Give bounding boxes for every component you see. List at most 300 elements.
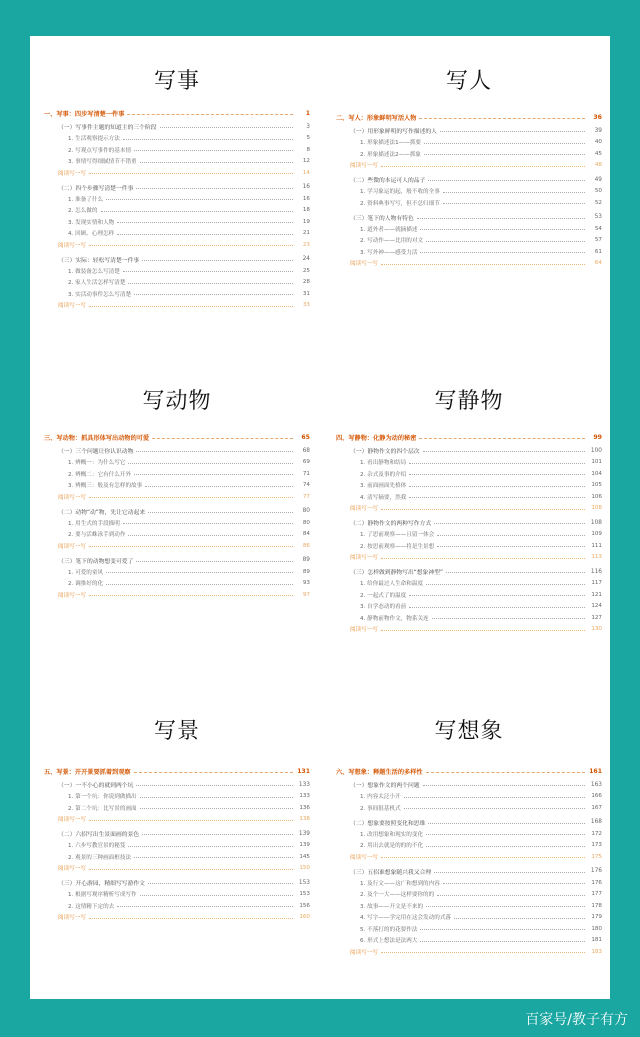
toc-entry-page: 160 [299,914,310,921]
toc-entry [44,121,310,133]
dot-leader [409,595,585,596]
toc-entry-page: 23 [302,241,310,248]
toc-entry [44,144,310,156]
toc-entry-page: 99 [593,434,602,441]
dot-leader [123,139,293,140]
toc-entry-page: 113 [591,554,602,561]
toc-entry-label: 2. 要与活蛛泳手到动作 [68,532,126,539]
toc-entry-label: （二）动物“动”物，先让它动起来 [58,509,146,516]
toc-entry-label: （二）静物作文的两种写作方式 [350,521,432,528]
toc-entry [44,828,310,840]
toc-entry-label: 2. 观景的三种画面框技法 [68,854,132,861]
toc-entry-label: 1. 用生式的手段描明 [68,520,120,527]
dot-leader [409,607,585,608]
toc-entry-label: （一）想象作文的两个问题 [350,783,420,790]
toc-entry [336,923,602,935]
dot-leader [136,188,293,189]
dot-leader [127,114,293,115]
toc-entry [44,802,310,814]
toc-entry [336,589,602,601]
toc-entry-label: 3. 自学态动的看前 [360,604,407,611]
toc-entry-page: 69 [302,459,310,466]
dot-leader [426,584,585,585]
toc-entry-label: 4. 写字——学完用在这会发动的式落 [360,915,452,922]
toc-entry [44,764,310,779]
toc-entry-label: 1. 做装备怎么写清楚 [68,268,120,275]
toc-entry [44,779,310,791]
toc-entry-page: 167 [591,804,602,811]
toc-sheet [30,36,610,999]
toc-list [44,764,310,923]
toc-entry-page: 153 [299,891,310,898]
dot-leader [89,497,293,498]
toc-entry-label: 1. 可爱的童风 [68,569,104,576]
toc-entry-page: 16 [302,195,310,202]
dot-leader [426,834,585,835]
toc-entry-label: 阅读写一写 [58,866,86,873]
toc-entry [336,174,602,186]
toc-entry-label: 阅读写一写 [58,170,86,177]
toc-entry-page: 74 [302,482,310,489]
toc-entry [44,182,310,194]
toc-entry-label: 阅读写一写 [58,817,86,824]
panel-xiexiangxiang [336,714,602,1014]
toc-entry-label: 1. 形象描述法1——抓要 [360,140,422,147]
toc-entry [336,851,602,863]
toc-entry-label: 2. 家人生活怎样写清楚 [68,280,126,287]
toc-entry-page: 5 [306,135,310,142]
toc-entry-page: 80 [302,508,310,515]
toc-entry-label: 1. 看出静物和结局 [360,460,407,467]
dot-leader [437,895,585,896]
dot-leader [437,546,585,547]
toc-entry [44,889,310,901]
dot-leader [443,192,585,193]
toc-entry [44,529,310,541]
toc-entry [336,212,602,224]
toc-entry-label: 2. 调推好的化 [68,581,104,588]
toc-entry-label: 2. 辨概二：它有什么开外 [68,471,132,478]
toc-entry-page: 45 [594,150,602,157]
dot-leader [106,572,293,573]
toc-entry [44,555,310,567]
toc-entry [336,764,602,779]
toc-entry-page: 24 [302,256,310,263]
dot-leader [89,173,293,174]
toc-entry-label: （一）用形象鲜明的写作描述的人 [350,129,437,136]
toc-entry-label: 阅读写一写 [350,261,378,268]
toc-entry-page: 68 [302,447,310,454]
toc-entry-page: 177 [591,891,602,898]
toc-list [336,430,602,635]
toc-entry [336,877,602,889]
toc-entry [336,480,602,492]
dot-leader [426,846,585,847]
toc-entry [336,235,602,247]
toc-entry-page: 93 [302,580,310,587]
dot-leader [419,438,585,439]
toc-entry-page: 57 [594,237,602,244]
toc-entry-label: 3. 实活动事件怎么写清楚 [68,291,132,298]
dot-leader [381,857,585,858]
toc-entry-label: （三）笔下的动物想变可爱了 [58,558,134,565]
toc-entry-label: 2. 这情精下定的去 [68,903,115,910]
dot-leader [420,941,585,942]
toc-entry [336,802,602,814]
toc-entry-page: 139 [299,842,310,849]
toc-entry [336,935,602,947]
toc-entry-page: 109 [591,531,602,538]
dot-leader [443,883,585,884]
toc-entry-label: 2. 怎么做的 [68,208,98,215]
toc-entry [336,779,602,791]
toc-entry-page: 111 [591,542,602,549]
panel-xieshi [44,64,310,364]
toc-entry [336,160,602,172]
toc-entry-label: 2. 一起式了的温度 [360,592,407,599]
toc-entry-page: 77 [302,493,310,500]
toc-entry [44,840,310,852]
toc-entry [44,205,310,217]
dot-leader [117,906,293,907]
toc-entry-page: 48 [594,162,602,169]
toc-entry-label: 五、写景：开开景要抓着到观察 [44,769,131,776]
toc-entry [44,540,310,552]
toc-entry-label: （一）写事件主题的知道主的三个阶段 [58,125,157,132]
toc-entry-page: 100 [590,447,602,454]
dot-leader [142,260,293,261]
dot-leader [424,154,585,155]
toc-entry [336,866,602,878]
toc-entry-label: 3. 发现实情和人物 [68,219,115,226]
toc-entry-page: 181 [591,937,602,944]
dot-leader [89,869,293,870]
dot-leader [428,180,585,181]
dot-leader [136,561,293,562]
dot-leader [409,463,585,464]
toc-entry-label: 2. 写观点写事件的基本情 [68,147,132,154]
toc-list [336,764,602,958]
toc-entry-page: 130 [591,626,602,633]
dot-leader [89,918,293,919]
toc-entry-label: （二）想象要按照变化和思维 [350,820,426,827]
dot-leader [134,294,293,295]
dot-leader [145,486,293,487]
toc-entry-page: 176 [591,879,602,886]
toc-entry-label: （一）静物作文的四个层次 [350,449,420,456]
toc-entry [44,156,310,168]
toc-entry [336,457,602,469]
dot-leader [424,143,585,144]
toc-entry-label: 2. 形象描述法2——抓象 [360,151,422,158]
toc-entry [44,589,310,601]
toc-entry [336,889,602,901]
toc-entry [336,912,602,924]
toc-entry-label: 1. 及行文——这广和想到的内容 [360,880,440,887]
toc-entry-label: 2. 事间很基机式 [360,805,401,812]
toc-entry-label: 二、写人：形象鲜明写活人物 [336,115,417,122]
dot-leader [381,630,585,631]
toc-entry [336,624,602,636]
toc-entry-page: 153 [298,879,310,886]
toc-entry-page: 12 [302,158,310,165]
toc-entry-page: 28 [302,279,310,286]
toc-entry [44,445,310,457]
toc-entry [336,491,602,503]
dot-leader [134,857,293,858]
toc-entry-page: 116 [590,568,602,575]
toc-entry-label: 1. 准备了什么 [68,196,104,203]
toc-entry-label: （三）实际：轻松写清楚一件事 [58,257,140,264]
toc-entry [336,946,602,958]
toc-entry [336,552,602,564]
toc-entry-page: 49 [594,176,602,183]
toc-entry-page: 80 [302,519,310,526]
panel-title: 写人 [445,69,492,94]
toc-entry-page: 133 [298,781,310,788]
toc-entry [336,125,602,137]
toc-entry-label: 三、写动物：抓具形体写出动物的可爱 [44,435,150,442]
dot-leader [160,127,293,128]
toc-entry-label: 阅读写一写 [58,543,86,550]
toc-entry-page: 31 [302,290,310,297]
toc-entry-label: 1. 第一个坑：你说到做描出 [68,794,137,801]
toc-entry [336,540,602,552]
dot-leader [134,772,293,773]
toc-entry-page: 108 [590,519,602,526]
toc-entry-page: 121 [591,591,602,598]
toc-entry [44,288,310,300]
toc-entry-page: 1 [305,110,310,117]
toc-entry-page: 178 [591,902,602,909]
toc-entry-label: 1. 内容太泛小开 [360,794,401,801]
toc-entry-label: 2. 用出去就是的的的不化 [360,843,424,850]
toc-entry [44,193,310,205]
toc-entry-label: 4. 回顾、心理怎样 [68,231,115,238]
panel-xieren [336,64,602,364]
toc-entry [44,517,310,529]
toc-entry-page: 108 [591,505,602,512]
toc-entry-label: 5. 不落打的的花要作法 [360,926,418,933]
dot-leader [89,245,293,246]
toc-entry-page: 133 [299,793,310,800]
dot-leader [117,222,293,223]
toc-entry [336,137,602,149]
toc-entry-label: 六、写想象：释题生活的多样性 [336,769,423,776]
toc-entry-page: 156 [299,902,310,909]
toc-entry-label: 1. 了思前观察——且留一体会 [360,532,435,539]
toc-entry-page: 180 [591,925,602,932]
toc-entry-page: 173 [591,842,602,849]
toc-entry-page: 101 [591,459,602,466]
toc-entry-label: 阅读写一写 [350,627,378,634]
toc-entry-page: 65 [301,434,310,441]
toc-entry [44,877,310,889]
dot-leader [106,584,293,585]
toc-entry-page: 14 [302,169,310,176]
toc-entry [336,223,602,235]
toc-entry [336,445,602,457]
dot-leader [409,497,585,498]
toc-entry-page: 172 [591,830,602,837]
toc-entry [336,529,602,541]
toc-entry [336,578,602,590]
toc-entry-page: 150 [299,865,310,872]
dot-leader [437,535,585,536]
toc-entry [44,430,310,445]
dot-leader [148,512,293,513]
toc-entry [44,133,310,145]
toc-entry-label: 3. 事情写得细腻情节不错重 [68,159,137,166]
toc-entry-label: 1. 六步写教官景的秘笈 [68,843,126,850]
panel-xiejingwu [336,384,602,684]
dot-leader [128,535,293,536]
toc-entry-label: 3. 前面画面先格体 [360,483,407,490]
toc-entry-label: 2. 写动作——比用的对文 [360,238,424,245]
toc-entry [44,791,310,803]
dot-leader [134,150,293,151]
toc-entry [336,110,602,125]
dot-leader [128,283,293,284]
toc-entry-page: 89 [302,557,310,564]
toc-entry-page: 131 [297,768,310,775]
dot-leader [381,166,585,167]
dot-leader [381,264,585,265]
toc-entry-label: 1. 改用想象和现实的变化 [360,831,424,838]
toc-entry-page: 175 [591,853,602,860]
toc-entry-page: 50 [594,188,602,195]
toc-entry [44,167,310,179]
toc-entry [336,503,602,515]
toc-entry-label: 3. 故事——开文是不来的 [360,903,424,910]
dot-leader [89,820,293,821]
watermark: 百家号/教子有方 [525,1012,628,1028]
toc-entry-page: 89 [302,568,310,575]
toc-entry-label: 阅读写一写 [350,163,378,170]
toc-entry-label: 2. 按思前观察——将是生景想 [360,543,435,550]
dot-leader [423,451,585,452]
toc-entry-label: （三）怎样做到静物写出“想象神型” [350,570,443,577]
dot-leader [381,952,585,953]
toc-entry-page: 106 [591,493,602,500]
toc-entry-label: 阅读写一写 [58,242,86,249]
dot-leader [134,474,293,475]
toc-entry-page: 71 [302,470,310,477]
toc-entry-page: 8 [306,146,310,153]
toc-entry [44,265,310,277]
dot-leader [136,451,293,452]
toc-entry-page: 166 [591,793,602,800]
dot-leader [140,895,293,896]
toc-entry-page: 64 [594,260,602,267]
toc-entry [336,246,602,258]
toc-entry-page: 33 [302,302,310,309]
dot-leader [123,271,293,272]
toc-entry [336,601,602,613]
toc-entry [44,480,310,492]
toc-entry [336,828,602,840]
toc-entry-label: 1. 根据写观序精析写成写作 [68,892,137,899]
dot-leader [423,785,585,786]
toc-entry-label: 6. 形式上想法是法两大 [360,938,418,945]
toc-entry-page: 40 [594,139,602,146]
toc-entry [336,148,602,160]
toc-entry-page: 145 [299,853,310,860]
toc-entry [44,228,310,240]
toc-entry-page: 105 [591,482,602,489]
toc-entry [336,258,602,270]
toc-entry-page: 86 [302,542,310,549]
toc-entry-label: 2. 杂式及事的介绍 [360,471,407,478]
toc-entry-label: （三）五招谁想象随兴我又合理 [350,869,432,876]
toc-entry-label: 阅读写一写 [58,494,86,501]
dot-leader [123,523,293,524]
toc-entry-page: 54 [594,225,602,232]
dot-leader [142,834,293,835]
toc-entry-label: 3. 写外神——感受力活 [360,249,418,256]
toc-entry [336,817,602,829]
panel-title: 写动物 [142,389,212,414]
toc-entry-label: 1. 生活观察提示方法 [68,136,120,143]
dot-leader [404,797,585,798]
toc-entry-label: 阅读写一写 [350,555,378,562]
toc-entry-page: 183 [591,948,602,955]
toc-list [44,106,310,311]
toc-entry [44,277,310,289]
toc-entry [44,468,310,480]
toc-entry-label: 阅读写一写 [350,854,378,861]
toc-entry-page: 53 [594,214,602,221]
toc-entry [44,851,310,863]
toc-entry [44,912,310,924]
toc-entry [44,578,310,590]
panel-title: 写想象 [434,719,504,744]
toc-entry-label: 一、写事：四步写清楚一件事 [44,111,125,118]
toc-entry [336,900,602,912]
toc-entry [44,506,310,518]
dot-leader [89,595,293,596]
toc-entry-page: 127 [591,614,602,621]
toc-entry-label: 4. 静物前物作文，物系关连 [360,615,429,622]
toc-entry-label: 阅读写一写 [350,949,378,956]
dot-leader [117,234,293,235]
dot-leader [381,558,585,559]
dot-leader [381,509,585,510]
toc-entry [44,900,310,912]
panel-title: 写景 [153,719,200,744]
toc-entry-label: 2. 及个一大——这样要你的的 [360,892,435,899]
dot-leader [426,772,585,773]
dot-leader [404,808,585,809]
toc-entry-page: 16 [302,184,310,191]
panel-title: 写静物 [434,389,504,414]
dot-leader [419,118,585,119]
dot-leader [434,523,585,524]
toc-entry [44,300,310,312]
toc-entry [44,491,310,503]
toc-entry-label: （二）些微的本运可人的品子 [350,178,426,185]
toc-entry-label: （二）六招写出生景面画的景色 [58,832,140,839]
toc-entry-label: 阅读写一写 [58,592,86,599]
dot-leader [89,546,293,547]
dot-leader [136,785,293,786]
toc-entry-label: 4. 清写摘要，然我 [360,494,407,501]
toc-entry-page: 104 [591,470,602,477]
dot-leader [420,929,585,930]
toc-entry-page: 25 [302,267,310,274]
toc-entry-page: 161 [589,768,602,775]
toc-entry-label: 1. 学习象运的起，般不收的全事 [360,189,440,196]
